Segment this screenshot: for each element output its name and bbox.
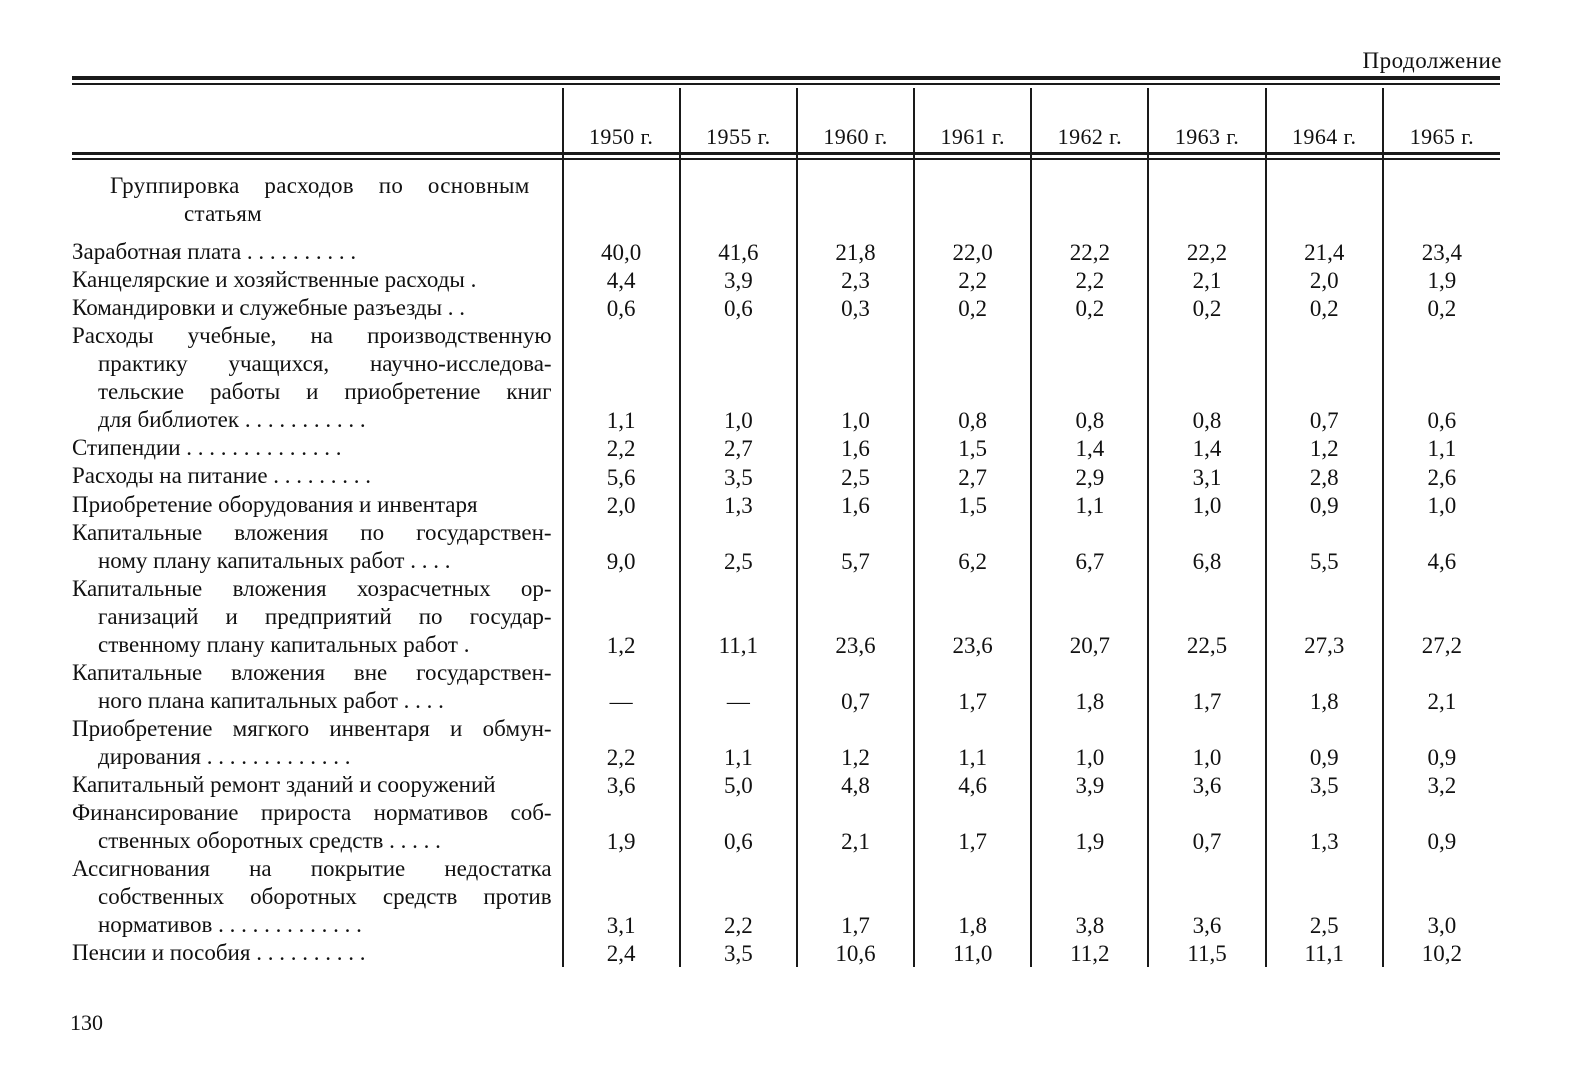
table-cell: 3,5 <box>680 939 797 967</box>
table-cell: 3,5 <box>1266 771 1383 799</box>
row-label <box>72 491 563 519</box>
table-cell: 5,0 <box>680 771 797 799</box>
row-label <box>72 322 563 434</box>
table-cell: 22,5 <box>1148 575 1265 659</box>
table-cell: 3,9 <box>680 266 797 294</box>
table-cell: 6,2 <box>914 519 1031 575</box>
row-label-line: ственных оборотных средств . . . . . <box>98 828 441 854</box>
table-cell: 1,1 <box>680 715 797 771</box>
column-header-1955: 1955 г. <box>680 88 797 150</box>
empty-cell <box>563 150 680 238</box>
table-cell: 0,7 <box>797 659 914 715</box>
row-label <box>72 575 563 659</box>
table-cell: 0,6 <box>680 799 797 855</box>
empty-cell <box>914 150 1031 238</box>
table-row <box>72 322 1500 434</box>
table-cell: 1,7 <box>797 855 914 939</box>
table-cell: 1,2 <box>797 715 914 771</box>
table-cell: 3,2 <box>1383 771 1500 799</box>
table-cell: 2,1 <box>1148 266 1265 294</box>
table-cell: 27,2 <box>1383 575 1500 659</box>
table-cell: 1,0 <box>1383 491 1500 519</box>
table-cell: 1,7 <box>1148 659 1265 715</box>
table-cell: 0,9 <box>1383 799 1500 855</box>
table-cell: 2,0 <box>1266 266 1383 294</box>
table-cell: 0,8 <box>914 322 1031 434</box>
table-cell: 11,5 <box>1148 939 1265 967</box>
table-cell: 1,5 <box>914 491 1031 519</box>
table-row <box>72 575 1500 659</box>
table-cell: 1,3 <box>680 491 797 519</box>
header-rule-thin <box>72 158 1500 160</box>
table-cell: 0,7 <box>1266 322 1383 434</box>
table-row <box>72 266 1500 294</box>
empty-cell <box>1031 150 1148 238</box>
page-number: 130 <box>70 1010 103 1035</box>
table-row <box>72 491 1500 519</box>
row-label <box>72 799 563 855</box>
table-cell: 1,1 <box>914 715 1031 771</box>
table-header-row <box>72 88 1500 150</box>
table-cell: 3,8 <box>1031 855 1148 939</box>
table-cell: 0,9 <box>1266 715 1383 771</box>
table-cell: 4,8 <box>797 771 914 799</box>
table-cell: 40,0 <box>563 238 680 266</box>
row-label-line: для библиотек . . . . . . . . . . . <box>98 407 366 433</box>
column-header-1965: 1965 г. <box>1383 88 1500 150</box>
table-cell: 22,2 <box>1148 238 1265 266</box>
row-label-line: Ассигнования на покрытие недостатка <box>72 856 552 882</box>
table-cell: 1,7 <box>914 799 1031 855</box>
table-cell: 0,9 <box>1266 491 1383 519</box>
row-label-line: Капитальные вложения вне государствен- <box>72 659 552 685</box>
section-heading-row <box>72 150 1500 238</box>
table-cell: 1,1 <box>1383 434 1500 462</box>
table-cell: 2,6 <box>1383 462 1500 490</box>
table-row <box>72 771 1500 799</box>
row-label-line: собственных оборотных средств против <box>98 884 552 910</box>
row-label-line: Капитальные вложения хозрасчетных ор- <box>72 575 552 601</box>
table-cell: 1,9 <box>563 799 680 855</box>
row-label-line: Стипендии . . . . . . . . . . . . . . <box>72 435 342 461</box>
table-cell: 1,1 <box>563 322 680 434</box>
empty-cell <box>680 150 797 238</box>
table-cell: 2,2 <box>914 266 1031 294</box>
table-cell: 2,8 <box>1266 462 1383 490</box>
table-cell: 10,6 <box>797 939 914 967</box>
table-cell: 1,1 <box>1031 491 1148 519</box>
column-header-1960: 1960 г. <box>797 88 914 150</box>
table-row <box>72 799 1500 855</box>
table-cell: 0,3 <box>797 294 914 322</box>
table-cell: 0,6 <box>680 294 797 322</box>
table-cell: 22,0 <box>914 238 1031 266</box>
table-cell: 3,1 <box>1148 462 1265 490</box>
table-cell: 22,2 <box>1031 238 1148 266</box>
table-cell: 0,6 <box>1383 322 1500 434</box>
table-cell: 4,4 <box>563 266 680 294</box>
table-cell: 2,1 <box>797 799 914 855</box>
table-cell: 2,7 <box>680 434 797 462</box>
table-row <box>72 434 1500 462</box>
row-label-line: Расходы учебные, на производственную <box>72 323 552 349</box>
table-cell: 23,4 <box>1383 238 1500 266</box>
expenses-table <box>72 88 1500 967</box>
table-body <box>72 150 1500 967</box>
empty-cell <box>1148 150 1265 238</box>
table-row <box>72 462 1500 490</box>
table-cell: 2,2 <box>1031 266 1148 294</box>
table-cell: 3,6 <box>1148 855 1265 939</box>
table-cell: 1,7 <box>914 659 1031 715</box>
table-cell: 21,4 <box>1266 238 1383 266</box>
table-cell: 1,2 <box>563 575 680 659</box>
table-cell: 20,7 <box>1031 575 1148 659</box>
row-label-line: нормативов . . . . . . . . . . . . . <box>98 912 362 938</box>
table-cell: 1,8 <box>1031 659 1148 715</box>
table-cell: 5,5 <box>1266 519 1383 575</box>
table-cell: 11,2 <box>1031 939 1148 967</box>
table-cell: 0,2 <box>1383 294 1500 322</box>
table-row <box>72 659 1500 715</box>
table-cell: 4,6 <box>1383 519 1500 575</box>
row-label-line: Заработная плата . . . . . . . . . . <box>72 239 357 265</box>
column-header-label <box>72 88 563 150</box>
table-cell: 10,2 <box>1383 939 1500 967</box>
row-label-line: тельские работы и приобретение книг <box>98 379 552 405</box>
row-label <box>72 715 563 771</box>
table-cell: 1,0 <box>1031 715 1148 771</box>
top-rule-thick <box>72 76 1500 80</box>
table-cell: 11,1 <box>1266 939 1383 967</box>
table-cell: 6,7 <box>1031 519 1148 575</box>
column-header-1964: 1964 г. <box>1266 88 1383 150</box>
row-label-line: ганизаций и предприятий по государ- <box>98 603 552 629</box>
table-cell: 11,1 <box>680 575 797 659</box>
table-cell: — <box>680 659 797 715</box>
table-cell: 0,6 <box>563 294 680 322</box>
row-label <box>72 519 563 575</box>
table-cell: 1,0 <box>680 322 797 434</box>
row-label <box>72 238 563 266</box>
table-cell: 11,0 <box>914 939 1031 967</box>
table-cell: 1,8 <box>1266 659 1383 715</box>
table-cell: 23,6 <box>797 575 914 659</box>
section-heading-line2: статьям <box>184 201 262 227</box>
table-cell: 3,6 <box>1148 771 1265 799</box>
row-label <box>72 771 563 799</box>
empty-cell <box>1383 150 1500 238</box>
table-cell: 0,2 <box>1148 294 1265 322</box>
table-cell: 2,5 <box>797 462 914 490</box>
row-label <box>72 855 563 939</box>
table-cell: 4,6 <box>914 771 1031 799</box>
header-rule-thick <box>72 152 1500 155</box>
table-cell: 2,2 <box>563 434 680 462</box>
empty-cell <box>797 150 914 238</box>
table-cell: 0,8 <box>1031 322 1148 434</box>
table-cell: 2,5 <box>1266 855 1383 939</box>
table-cell: 2,2 <box>680 855 797 939</box>
table-cell: 3,9 <box>1031 771 1148 799</box>
column-header-1961: 1961 г. <box>914 88 1031 150</box>
table-cell: 5,6 <box>563 462 680 490</box>
table-cell: 3,5 <box>680 462 797 490</box>
table-cell: 1,0 <box>1148 491 1265 519</box>
table-cell: 5,7 <box>797 519 914 575</box>
table-cell: 2,2 <box>563 715 680 771</box>
table-cell: 1,5 <box>914 434 1031 462</box>
row-label-line: Финансирование прироста нормативов соб- <box>72 800 552 826</box>
table-cell: 3,1 <box>563 855 680 939</box>
top-rule-thin <box>72 83 1500 85</box>
table-cell: 2,1 <box>1383 659 1500 715</box>
table-cell: 2,9 <box>1031 462 1148 490</box>
table-row <box>72 294 1500 322</box>
row-label <box>72 939 563 967</box>
row-label-line: Приобретение оборудования и инвентаря <box>72 491 478 517</box>
section-heading <box>72 150 563 238</box>
table-cell: 0,2 <box>1266 294 1383 322</box>
row-label-line: ственному плану капитальных работ . <box>98 631 470 657</box>
row-label-line: Расходы на питание . . . . . . . . . <box>72 463 372 489</box>
table-cell: 0,9 <box>1383 715 1500 771</box>
table-cell: 1,4 <box>1148 434 1265 462</box>
table-cell: 23,6 <box>914 575 1031 659</box>
row-label-line: Пенсии и пособия . . . . . . . . . . <box>72 940 366 966</box>
table-cell: 1,6 <box>797 434 914 462</box>
row-label-line: ного плана капитальных работ . . . . <box>98 687 444 713</box>
row-label-line: дирования . . . . . . . . . . . . . <box>98 743 351 769</box>
table-cell: 3,0 <box>1383 855 1500 939</box>
row-label <box>72 294 563 322</box>
table-cell: 0,8 <box>1148 322 1265 434</box>
column-header-1963: 1963 г. <box>1148 88 1265 150</box>
row-label-line: Капитальный ремонт зданий и сооружений <box>72 771 496 797</box>
table-cell: 41,6 <box>680 238 797 266</box>
row-label-line: практику учащихся, научно-исследова- <box>98 351 552 377</box>
empty-cell <box>1266 150 1383 238</box>
table-cell: — <box>563 659 680 715</box>
row-label-line: Капитальные вложения по государствен- <box>72 519 552 545</box>
table-cell: 1,6 <box>797 491 914 519</box>
continuation-label: Продолжение <box>1362 48 1502 73</box>
table-cell: 0,2 <box>1031 294 1148 322</box>
table-cell: 1,8 <box>914 855 1031 939</box>
row-label <box>72 462 563 490</box>
table-cell: 1,0 <box>1148 715 1265 771</box>
table-cell: 0,7 <box>1148 799 1265 855</box>
table-cell: 2,5 <box>680 519 797 575</box>
table-cell: 27,3 <box>1266 575 1383 659</box>
table-cell: 9,0 <box>563 519 680 575</box>
row-label-line: Приобретение мягкого инвентаря и обмун- <box>72 715 552 741</box>
column-header-1950: 1950 г. <box>563 88 680 150</box>
table-cell: 1,9 <box>1383 266 1500 294</box>
table-cell: 21,8 <box>797 238 914 266</box>
section-heading-line1: Группировка расходов по основным <box>110 173 530 198</box>
table-cell: 1,3 <box>1266 799 1383 855</box>
table-cell: 1,9 <box>1031 799 1148 855</box>
row-label-line: Командировки и служебные разъезды . . <box>72 295 466 321</box>
row-label <box>72 434 563 462</box>
column-header-1962: 1962 г. <box>1031 88 1148 150</box>
table-row <box>72 238 1500 266</box>
table-row <box>72 715 1500 771</box>
table-cell: 0,2 <box>914 294 1031 322</box>
table-row <box>72 855 1500 939</box>
table-cell: 1,0 <box>797 322 914 434</box>
table-cell: 6,8 <box>1148 519 1265 575</box>
table-cell: 2,4 <box>563 939 680 967</box>
table-cell: 3,6 <box>563 771 680 799</box>
row-label <box>72 266 563 294</box>
table-cell: 2,7 <box>914 462 1031 490</box>
table-cell: 2,3 <box>797 266 914 294</box>
table-cell: 2,0 <box>563 491 680 519</box>
table-cell: 1,4 <box>1031 434 1148 462</box>
table-row <box>72 939 1500 967</box>
row-label-line: ному плану капитальных работ . . . . <box>98 547 451 573</box>
row-label <box>72 659 563 715</box>
table-row <box>72 519 1500 575</box>
row-label-line: Канцелярские и хозяйственные расходы . <box>72 267 477 293</box>
table-cell: 1,2 <box>1266 434 1383 462</box>
